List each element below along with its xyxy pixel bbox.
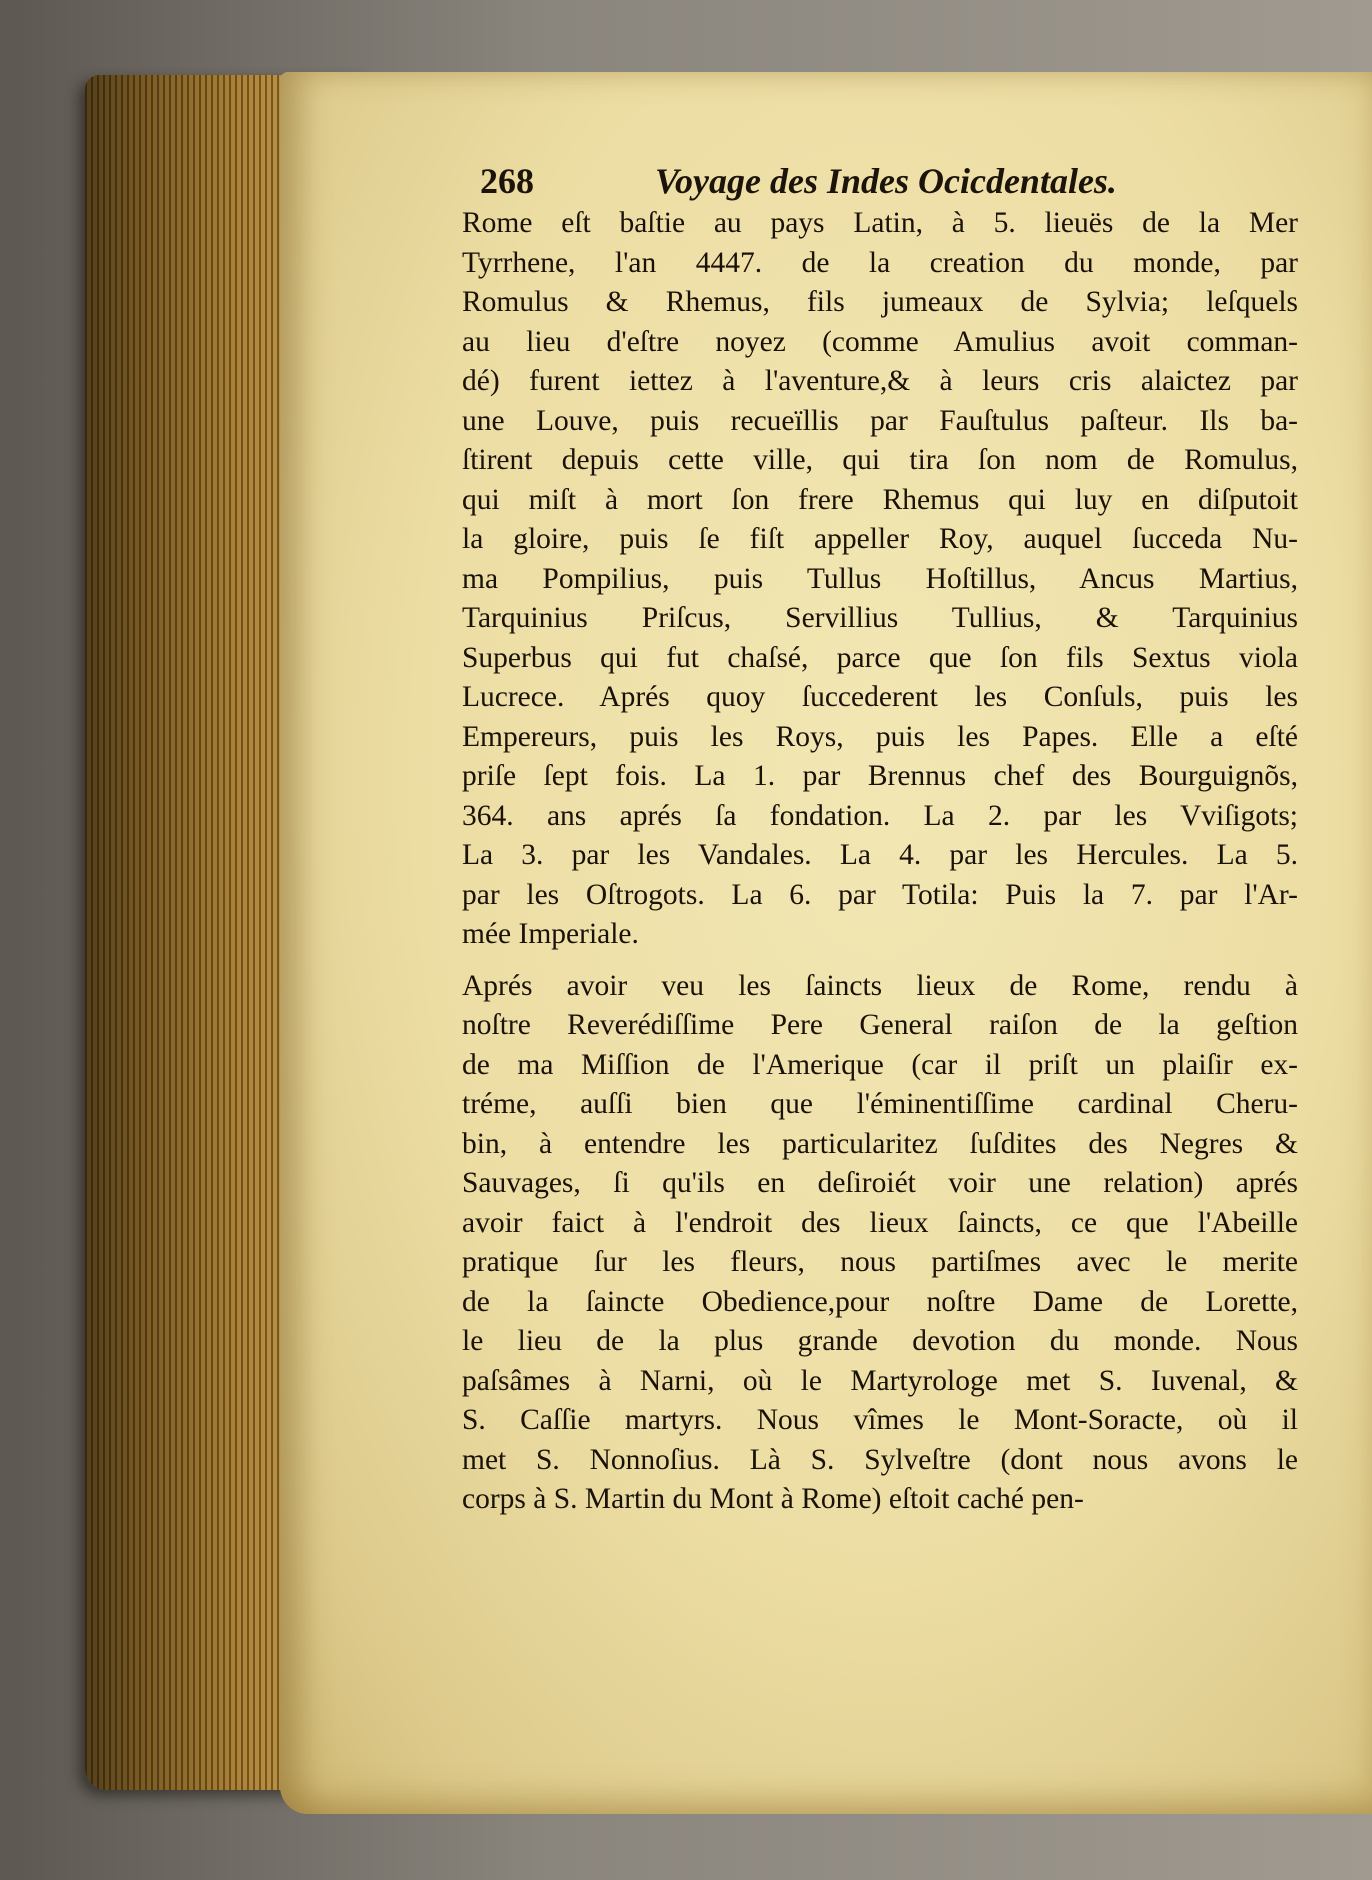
page-number: 268 — [480, 161, 534, 201]
text-line: Empereurs, puis les Roys, puis les Papes. Elle a eſté — [462, 720, 1298, 753]
body-text — [462, 204, 1298, 1520]
text-line: mée Imperiale. — [462, 918, 639, 950]
text-line: ſtirent depuis cette ville, qui tira ſon nom de Romulus, — [462, 444, 1298, 476]
text-line: Lucrece. Aprés quoy ſuccederent les Conſuls, puis les — [462, 681, 1298, 713]
text-line: de ma Miſſion de l'Amerique (car il priſt un plaiſir ex- — [462, 1048, 1298, 1081]
text-line: par les Oſtrogots. La 6. par Totila: Puis la 7. par l'Ar- — [462, 878, 1298, 911]
running-head — [480, 160, 1140, 206]
text-line: bin, à entendre les particularitez ſuſdites des Negres & — [462, 1127, 1298, 1160]
paragraph-1 — [462, 204, 1298, 955]
text-line: une Louve, puis recueïllis par Fauſtulus paſteur. Ils ba- — [462, 404, 1298, 437]
text-line: le lieu de la plus grande devotion du monde. Nous — [462, 1325, 1298, 1357]
text-line: Tyrrhene, l'an 4447. de la creation du monde, par — [462, 246, 1298, 279]
text-line: Rome eſt baſtie au pays Latin, à 5. lieuës de la Mer — [462, 207, 1298, 239]
text-line: Sauvages, ſi qu'ils en deſiroiét voir une relation) aprés — [462, 1167, 1298, 1199]
text-line: pratique ſur les fleurs, nous partiſmes avec le merite — [462, 1246, 1298, 1278]
text-line: Romulus & Rhemus, fils jumeaux de Sylvia; leſquels — [462, 286, 1298, 318]
text-line: tréme, auſſi bien que l'éminentiſſime cardinal Cheru- — [462, 1088, 1298, 1120]
text-line: corps à S. Martin du Mont à Rome) eſtoit caché pen- — [462, 1483, 1084, 1515]
paragraph-2 — [462, 967, 1298, 1520]
text-line: priſe ſept fois. La 1. par Brennus chef des Bourguignõs, — [462, 760, 1298, 792]
text-line: la gloire, puis ſe fiſt appeller Roy, auquel ſucceda Nu- — [462, 523, 1298, 555]
text-line: S. Caſſie martyrs. Nous vîmes le Mont-Soracte, où il — [462, 1404, 1298, 1436]
text-line: qui miſt à mort ſon frere Rhemus qui luy en diſputoit — [462, 483, 1298, 516]
paragraph-gap — [462, 955, 1298, 967]
running-title: Voyage des Indes Ocicdentales. — [655, 161, 1117, 201]
text-line: avoir faict à l'endroit des lieux ſaincts, ce que l'Abeille — [462, 1206, 1298, 1239]
text-line: dé) furent iettez à l'aventure,& à leurs cris alaictez par — [462, 365, 1298, 397]
text-line: de la ſaincte Obedience,pour noſtre Dame de Lorette, — [462, 1285, 1298, 1318]
text-line: noſtre Reverédiſſime Pere General raiſon de la geſtion — [462, 1009, 1298, 1041]
text-line: 364. ans aprés ſa fondation. La 2. par les Vviſigots; — [462, 799, 1298, 832]
text-line: ma Pompilius, puis Tullus Hoſtillus, Ancus Martius, — [462, 562, 1298, 595]
text-line: au lieu d'eſtre noyez (comme Amulius avoit comman- — [462, 325, 1298, 358]
text-line: met S. Nonnoſius. Là S. Sylveſtre (dont nous avons le — [462, 1443, 1298, 1476]
text-line: Aprés avoir veu les ſaincts lieux de Rome, rendu à — [462, 969, 1298, 1002]
text-line: La 3. par les Vandales. La 4. par les Hercules. La 5. — [462, 839, 1298, 871]
text-line: Superbus qui fut chaſsé, parce que ſon fils Sextus viola — [462, 641, 1298, 674]
text-line: Tarquinius Priſcus, Servillius Tullius, & Tarquinius — [462, 602, 1298, 634]
text-line: paſsâmes à Narni, où le Martyrologe met S. Iuvenal, & — [462, 1364, 1298, 1397]
